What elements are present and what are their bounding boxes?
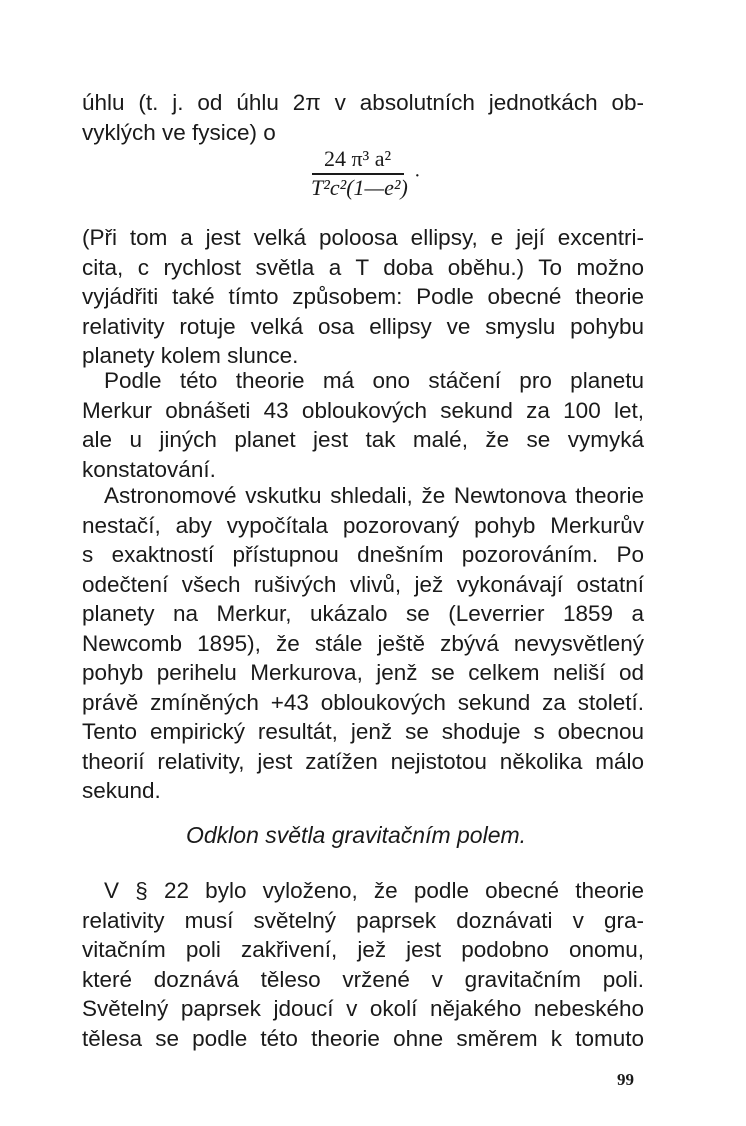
text-line: relativity rotuje velká osa ellipsy ve smyslu pohybu [82,313,644,339]
paragraph-mercury-precession [82,366,644,484]
text-line: relativity musí světelný paprsek doznávati v gra- [82,907,644,933]
text-line: vyklých ve fysice) o [82,119,276,145]
text-line: vyjádřiti také tímto způsobem: Podle obecné theorie [82,284,644,309]
section-heading: Odklon světla gravitačním polem. [186,822,527,848]
text-line: sekund. [82,778,161,803]
text-line: theorií relativity, jest zatížen nejistotou několika málo [82,748,644,774]
formula-denominator: T²c²(1—e²) [311,175,408,200]
text-line: které doznává těleso vržené v gravitačním poli. [82,966,644,992]
paragraph-definitions [82,223,644,371]
text-line: Světelný paprsek jdoucí v okolí nějakého nebeského [82,996,644,1021]
text-line: V § 22 bylo vyloženo, že podle obecné theorie [104,878,644,903]
text-line: Astronomové vskutku shledali, že Newtonova theorie [104,483,644,508]
paragraph-intro [82,88,644,147]
page-number: 99 [617,1070,634,1089]
text-line: úhlu (t. j. od úhlu 2π v absolutních jednotkách ob- [82,90,644,115]
text-line: právě zmíněných +43 obloukových sekund za století. [82,689,644,715]
text-line: ale u jiných planet jest tak malé, že se vymyká [82,427,644,452]
formula-dot: · [414,165,421,187]
text-line: Tento empirický resultát, jenž se shoduje s obecnou [82,719,644,744]
paragraph-astronomers [82,481,644,806]
formula-numerator: 24 π³ a² [324,146,392,171]
text-line: planety na Merkur, ukázalo se (Leverrier 1859 a [82,601,644,626]
text-line: tělesa se podle této theorie ohne směrem k tomuto [82,1025,644,1051]
text-line: Podle této theorie má ono stáčení pro planetu [104,368,644,393]
text-line: cita, c rychlost světla a T doba oběhu.) To možno [82,254,644,280]
text-line: vitačním poli zakřivení, jež jest podobno onomu, [82,937,644,962]
text-line: s exaktností přístupnou dnešním pozorováním. Po [82,542,644,567]
text-line: nestačí, aby vypočítala pozorovaný pohyb Merkurův [82,512,644,538]
text-line: konstatování. [82,456,216,482]
text-line: pohyb perihelu Merkurova, jenž se celkem neliší od [82,660,644,685]
text-line: odečtení všech rušivých vlivů, jež vykonávají ostatní [82,571,644,597]
text-line: Merkur obnášeti 43 obloukových sekund za 100 let, [82,397,644,423]
paragraph-light-deflection [82,876,644,1053]
text-line: (Při tom a jest velká poloosa ellipsy, e její excentri- [82,225,644,250]
text-line: Newcomb 1895), že stále ještě zbývá nevysvětlený [82,630,644,656]
text-line: planety kolem slunce. [82,343,299,368]
